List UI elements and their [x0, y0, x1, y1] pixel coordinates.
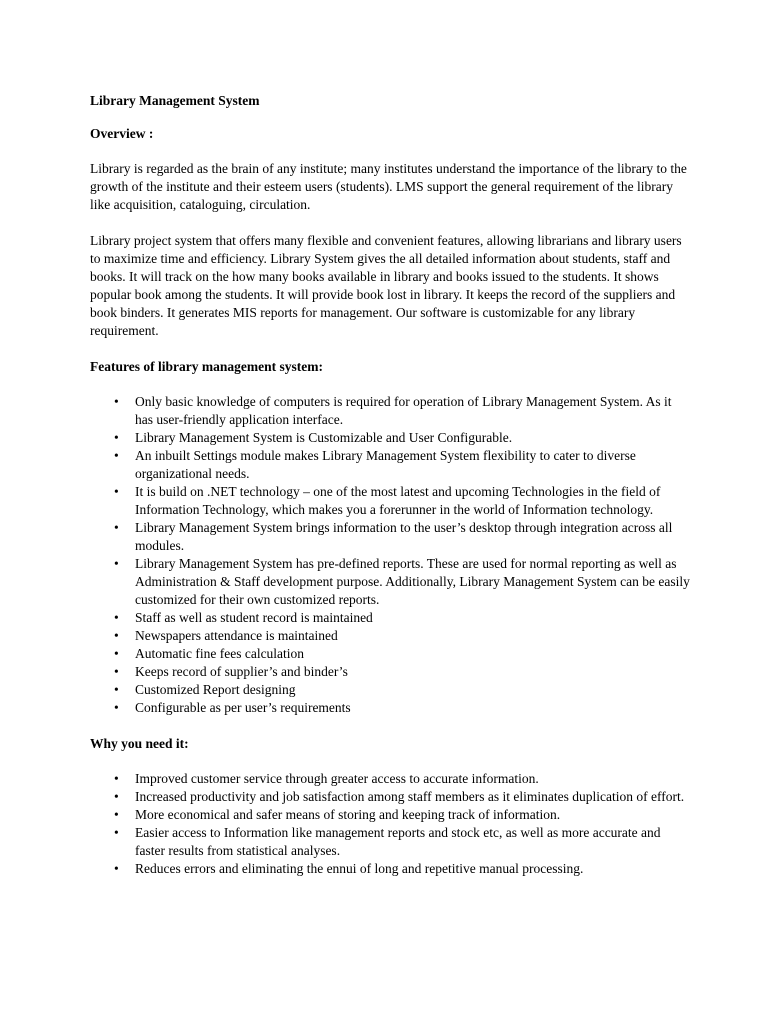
features-list-item [90, 447, 690, 483]
why-list-item [90, 824, 690, 860]
bullet-icon: • [114, 610, 119, 625]
why-item-text: Improved customer service through greater access to accurate information. [135, 771, 539, 786]
features-heading: Features of library management system: [90, 359, 323, 374]
features-list-item [90, 519, 690, 555]
features-item-text: Staff as well as student record is maintained [135, 610, 373, 625]
bullet-icon: • [114, 700, 119, 715]
overview-paragraph-1: Library is regarded as the brain of any institute; many institutes understand the importance of the library to the growth of the institute and their esteem users (students). LMS support the general requirement of the library like acquisition, cataloguing, circulation. [90, 161, 687, 212]
bullet-icon: • [114, 484, 119, 499]
why-list-item [90, 788, 690, 806]
bullet-icon: • [114, 771, 119, 786]
bullet-icon: • [114, 520, 119, 535]
bullet-icon: • [114, 807, 119, 822]
bullet-icon: • [114, 628, 119, 643]
bullet-icon: • [114, 664, 119, 679]
features-list-item [90, 645, 690, 663]
features-item-text: Library Management System has pre-defined reports. These are used for normal reporting as well as Administration & Staff development purpose. Additionally, Library Management System can be easily customized for their own customized reports. [135, 556, 690, 607]
bullet-icon: • [114, 448, 119, 463]
document-title: Library Management System [90, 93, 260, 108]
bullet-icon: • [114, 825, 119, 840]
why-item-text: Increased productivity and job satisfaction among staff members as it eliminates duplication of effort. [135, 789, 685, 804]
features-item-text: Configurable as per user’s requirements [135, 700, 351, 715]
bullet-icon: • [114, 789, 119, 804]
features-list-item [90, 663, 690, 681]
features-list-item [90, 393, 690, 429]
features-item-text: An inbuilt Settings module makes Library Management System flexibility to cater to diverse organizational needs. [135, 448, 636, 481]
features-list-item [90, 699, 690, 717]
bullet-icon: • [114, 430, 119, 445]
why-item-text: Easier access to Information like management reports and stock etc, as well as more accurate and faster results from statistical analyses. [135, 825, 661, 858]
features-list [90, 393, 690, 717]
overview-paragraph-2: Library project system that offers many flexible and convenient features, allowing librarians and library users to maximize time and efficiency. Library System gives the all detailed information about students, staff and books. It will track on the how many books available in library and books issued to the students. It shows popular book among the students. It will provide book lost in library. It keeps the record of the suppliers and book binders. It generates MIS reports for management. Our software is customizable for any library requirement. [90, 233, 682, 338]
features-item-text: Library Management System brings information to the user’s desktop through integration across all modules. [135, 520, 673, 553]
features-item-text: Automatic fine fees calculation [135, 646, 305, 661]
bullet-icon: • [114, 682, 119, 697]
features-item-text: Newspapers attendance is maintained [135, 628, 338, 643]
why-heading: Why you need it: [90, 736, 189, 751]
features-list-item [90, 429, 690, 447]
bullet-icon: • [114, 646, 119, 661]
why-list-item [90, 806, 690, 824]
features-list-item [90, 681, 690, 699]
document-page [90, 92, 690, 896]
bullet-icon: • [114, 556, 119, 571]
features-list-item [90, 627, 690, 645]
why-list-item [90, 770, 690, 788]
features-list-item [90, 555, 690, 609]
bullet-icon: • [114, 861, 119, 876]
features-item-text: Keeps record of supplier’s and binder’s [135, 664, 348, 679]
features-list-item [90, 483, 690, 519]
features-item-text: Customized Report designing [135, 682, 296, 697]
features-item-text: Library Management System is Customizable and User Configurable. [135, 430, 513, 445]
why-list-item [90, 860, 690, 878]
features-list-item [90, 609, 690, 627]
overview-heading: Overview : [90, 126, 154, 141]
features-item-text: Only basic knowledge of computers is required for operation of Library Management System. As it has user-friendly application interface. [135, 394, 672, 427]
features-item-text: It is build on .NET technology – one of the most latest and upcoming Technologies in the field of Information Technology, which makes you a forerunner in the world of Information technology. [135, 484, 661, 517]
why-item-text: More economical and safer means of storing and keeping track of information. [135, 807, 561, 822]
bullet-icon: • [114, 394, 119, 409]
why-item-text: Reduces errors and eliminating the ennui of long and repetitive manual processing. [135, 861, 584, 876]
why-list [90, 770, 690, 878]
